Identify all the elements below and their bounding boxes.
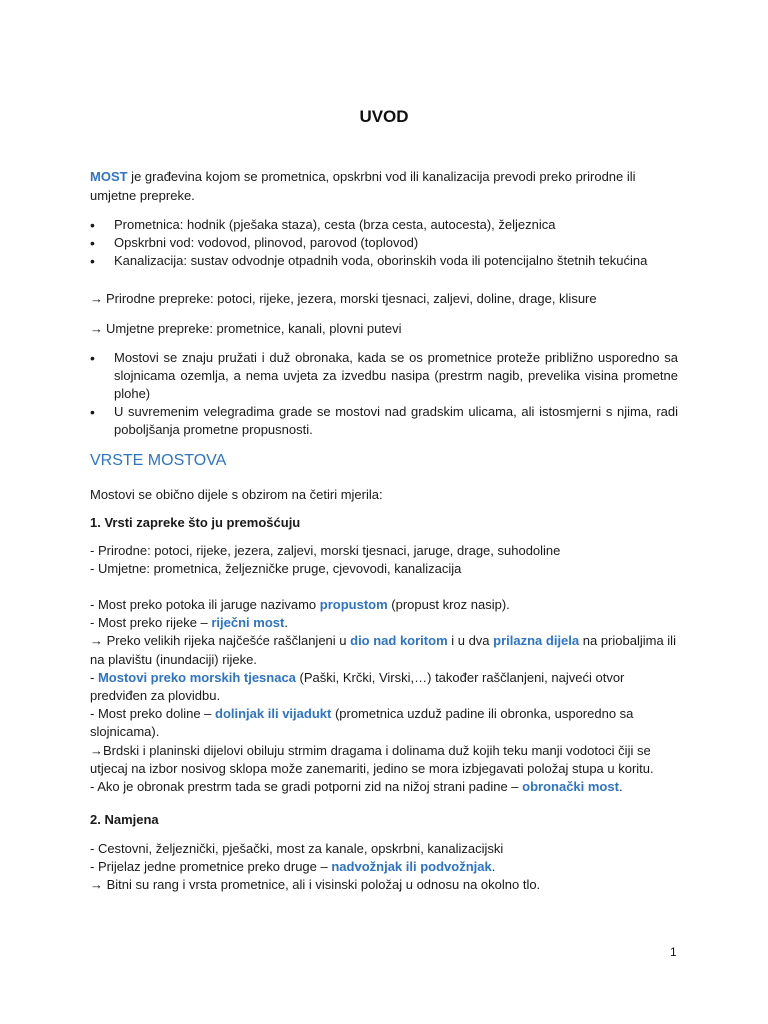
intro-paragraph — [90, 167, 678, 205]
arrow-icon: → — [90, 633, 103, 649]
subheading-obstacle-type: 1. Vrsti zapreke što ju premošćuju — [90, 515, 301, 530]
text-line: - Cestovni, željeznički, pješački, most za kanale, opskrbni, kanalizacijski — [90, 841, 504, 856]
text-line: - Most preko doline – dolinjak ili vijadukt (prometnica uzduž padine ili obronka, usporedno sa slojnicama). — [90, 706, 634, 740]
obstacle-types-block: - Prirodne: potoci, rijeke, jezera, zaljevi, morski tjesnaci, jaruge, drage, suhodoline - Umjetne: prometnica, željezničke pruge, cjevovodi, kanalizacija — [90, 543, 561, 577]
arrow-icon: → — [90, 291, 103, 306]
artificial-obstacles-line: → Umjetne prepreke: prometnice, kanali, plovni putevi — [90, 321, 402, 336]
bullet-list-crossings — [90, 216, 678, 270]
section-heading: VRSTE MOSTOVA — [90, 452, 227, 469]
list-item: • Prometnica: hodnik (pješaka staza), cesta (brza cesta, autocesta), željeznica — [90, 217, 556, 233]
arrow-icon: → — [90, 321, 103, 336]
text-line: - Most preko rijeke – riječni most. — [90, 615, 288, 631]
intro-term: MOST — [90, 169, 128, 184]
section-intro: Mostovi se obično dijele s obzirom na četiri mjerila: — [90, 487, 383, 502]
natural-obstacles-line: → Prirodne prepreke: potoci, rijeke, jezera, morski tjesnaci, zaljevi, doline, drage, klisure — [90, 291, 597, 306]
arrow-icon: → — [90, 742, 103, 758]
text-line: - Ako je obronak prestrm tada se gradi potporni zid na nižoj strani padine – obronački most. — [90, 779, 623, 795]
text-line: - Mostovi preko morskih tjesnaca (Paški, Krčki, Virski,…) također raščlanjeni, najveći otvor predviđen za plovidbu. — [90, 669, 625, 704]
page-number: 1 — [670, 945, 677, 959]
page-title: UVOD — [359, 107, 409, 126]
arrow-icon: → — [90, 877, 103, 893]
list-item: • Opskrbni vod: vodovod, plinovod, parovod (toplovod) — [90, 235, 419, 251]
text-line: - Most preko potoka ili jaruge nazivamo propustom (propust kroz nasip). — [90, 597, 510, 612]
list-item: • Mostovi se znaju pružati i duž obronaka, kada se os prometnice proteže približno usporedno sa slojnicama ozemlja, a nema uvjeta za izvedbu nasipa (prestrm nagib, prevelika visina prometne plohe) — [90, 350, 678, 401]
text-line: →Brdski i planinski dijelovi obiluju strmim dragama i dolinama duž kojih teku manji vodotoci čiji se utjecaj na izbor nosivog sklopa može zanemariti, jedino se mora izbjegavati položaj stupa u koritu. — [90, 742, 654, 776]
text-line: → Bitni su rang i vrsta prometnice, ali i visinski položaj u odnosu na okolno tlo. — [90, 877, 541, 893]
list-item: • Kanalizacija: sustav odvodnje otpadnih voda, oborinskih voda ili potencijalno štetnih tekućina — [90, 253, 648, 269]
intro-text: je građevina kojom se prometnica, opskrbni vod ili kanalizacija prevodi preko prirodne ili umjetne prepreke. — [90, 169, 636, 203]
purpose-block — [90, 840, 680, 895]
bullet-list-notes — [90, 349, 678, 439]
bridge-types-block — [90, 596, 680, 796]
subheading-purpose: 2. Namjena — [90, 812, 159, 827]
list-item: • U suvremenim velegradima grade se mostovi nad gradskim ulicama, ali istosmjerni s njima, radi poboljšanja prometne propusnosti. — [90, 404, 678, 437]
text-line: → Preko velikih rijeka najčešće raščlanjeni u dio nad koritom i u dva prilazna dijela na priobaljima ili na plavištu (inundaciji) rijeke. — [90, 633, 676, 667]
text-line: - Prijelaz jedne prometnice preko druge – nadvožnjak ili podvožnjak. — [90, 859, 496, 875]
